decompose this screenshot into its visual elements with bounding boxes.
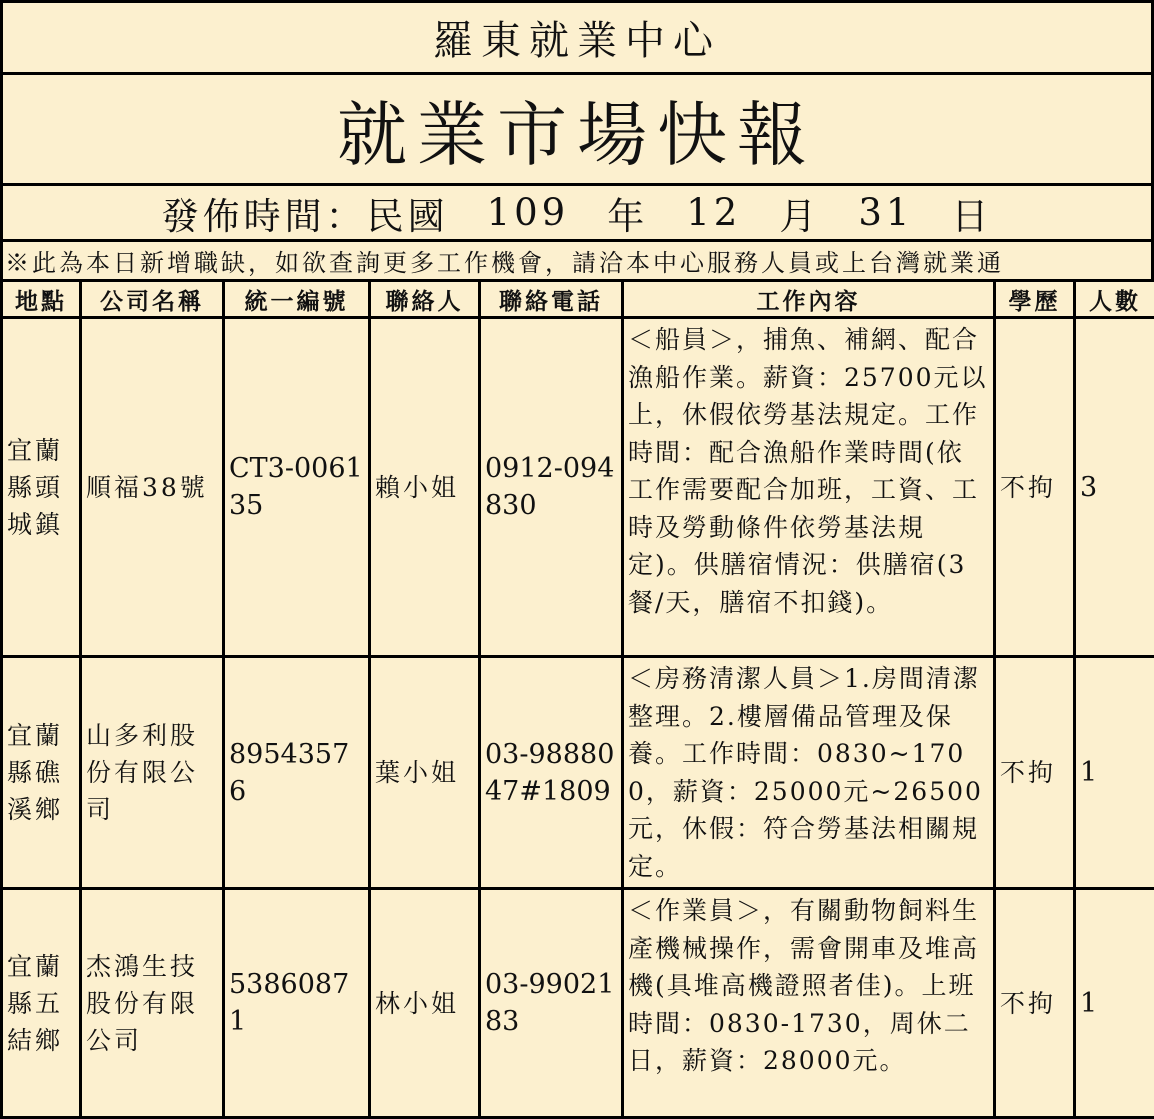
publish-month: 12	[686, 191, 741, 234]
publish-year-unit: 年	[607, 186, 648, 240]
cell-phone: 0912-094830	[480, 318, 623, 657]
cell-location: 宜蘭縣礁溪鄉	[2, 657, 81, 889]
column-header-company: 公司名稱	[81, 281, 224, 318]
bulletin-title	[0, 72, 1154, 183]
column-header-contact: 聯絡人	[370, 281, 480, 318]
cell-location: 宜蘭縣五結鄉	[2, 889, 81, 1118]
cell-company: 杰鴻生技股份有限公司	[81, 889, 224, 1118]
center-name	[0, 0, 1154, 72]
publish-month-unit: 月	[779, 186, 820, 240]
cell-content: ＜房務清潔人員＞1.房間清潔整理。2.樓層備品管理及保養。工作時間：0830~1700，薪資：25000元~26500元，休假：符合勞基法相關規定。	[623, 657, 995, 889]
publish-day: 31	[858, 191, 913, 234]
cell-contact: 林小姐	[370, 889, 480, 1118]
column-header-phone: 聯絡電話	[480, 281, 623, 318]
publish-day-unit: 日	[951, 186, 992, 240]
table-row	[2, 657, 1154, 889]
cell-phone: 03-9902183	[480, 889, 623, 1118]
cell-content: ＜作業員＞，有關動物飼料生產機械操作，需會開車及堆高機(具堆高機證照者佳)。上班時間：0830-1730，周休二日，薪資：28000元。	[623, 889, 995, 1118]
cell-headcount: 1	[1075, 889, 1154, 1118]
notice-text: ※此為本日新增職缺，如欲查詢更多工作機會，請洽本中心服務人員或上台灣就業通	[5, 243, 1004, 278]
cell-headcount: 3	[1075, 318, 1154, 657]
cell-tax-id: CT3-006135	[224, 318, 370, 657]
cell-tax-id: 89543576	[224, 657, 370, 889]
publish-date	[0, 183, 1154, 239]
column-header-tax-id: 統一編號	[224, 281, 370, 318]
center-name-text: 羅東就業中心	[433, 9, 721, 66]
column-header-education: 學歷	[995, 281, 1075, 318]
publish-year: 109	[487, 191, 570, 234]
column-header-content: 工作內容	[623, 281, 995, 318]
cell-phone: 03-9888047#1809	[480, 657, 623, 889]
bulletin-title-text: 就業市場快報	[337, 79, 817, 180]
cell-headcount: 1	[1075, 657, 1154, 889]
cell-tax-id: 53860871	[224, 889, 370, 1118]
column-header-headcount: 人數	[1075, 281, 1154, 318]
table-row	[2, 318, 1154, 657]
column-header-location: 地點	[2, 281, 81, 318]
publish-label: 發佈時間：民國	[162, 186, 449, 240]
cell-location: 宜蘭縣頭城鎮	[2, 318, 81, 657]
cell-contact: 葉小姐	[370, 657, 480, 889]
cell-content: ＜船員＞，捕魚、補網、配合漁船作業。薪資：25700元以上，休假依勞基法規定。工作時間：配合漁船作業時間(依工作需要配合加班，工資、工時及勞動條件依勞基法規定)。供膳宿情況：供膳宿(3餐/天，膳宿不扣錢)。	[623, 318, 995, 657]
cell-company: 山多利股份有限公司	[81, 657, 224, 889]
cell-education: 不拘	[995, 889, 1075, 1118]
table-row	[2, 889, 1154, 1118]
cell-education: 不拘	[995, 657, 1075, 889]
job-table	[0, 279, 1154, 1119]
notice-line	[0, 239, 1154, 279]
cell-education: 不拘	[995, 318, 1075, 657]
cell-company: 順福38號	[81, 318, 224, 657]
cell-contact: 賴小姐	[370, 318, 480, 657]
table-header-row	[2, 281, 1154, 318]
